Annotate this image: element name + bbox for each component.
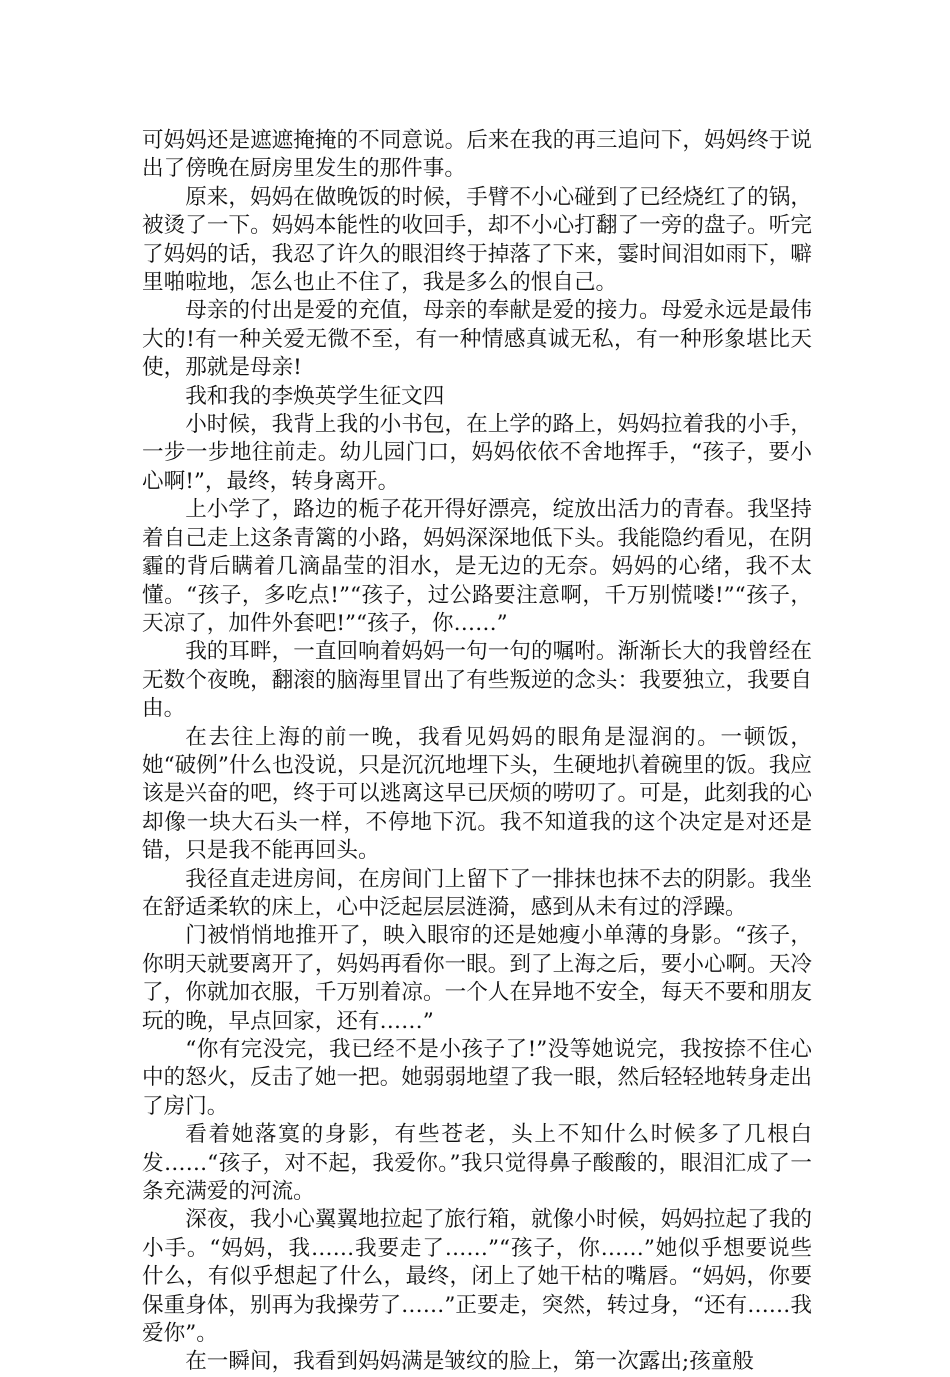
- paragraph: 我径直走进房间，在房间门上留下了一排抹也抹不去的阴影。我坐在舒适柔软的床上，心中泛起层层涟漪，感到从未有过的浮躁。: [142, 866, 812, 920]
- paragraph: “你有完没完，我已经不是小孩子了!”没等她说完，我按捺不住心中的怒火，反击了她一把。她弱弱地望了我一眼，然后轻轻地转身走出了房门。: [142, 1037, 812, 1119]
- paragraph: 母亲的付出是爱的充值，母亲的奉献是爱的接力。母爱永远是最伟大的!有一种关爱无微不至，有一种情感真诚无私，有一种形象堪比天使，那就是母亲!: [142, 298, 812, 381]
- paragraph: 门被悄悄地推开了，映入眼帘的还是她瘦小单薄的身影。“孩子，你明天就要离开了，妈妈再看你一眼。到了上海之后，要小心啊。天冷了，你就加衣服，千万别着凉。一个人在异地不安全，每天不要和朋友玩的晚，早点回家，还有……”: [142, 923, 812, 1034]
- paragraph: 原来，妈妈在做晚饭的时候，手臂不小心碰到了已经烧红了的锅，被烫了一下。妈妈本能性的收回手，却不小心打翻了一旁的盘子。听完了妈妈的话，我忍了许久的眼泪终于掉落了下来，霎时间泪如雨下，噼里啪啦地，怎么也止不住了，我是多么的恨自己。: [142, 184, 812, 296]
- section-heading: 我和我的李焕英学生征文四: [185, 383, 445, 409]
- paragraph: 小时候，我背上我的小书包，在上学的路上，妈妈拉着我的小手，一步一步地往前走。幼儿园门口，妈妈依依不舍地挥手，“孩子，要小心啊!”，最终，转身离开。: [142, 412, 812, 494]
- paragraph: 在去往上海的前一晚，我看见妈妈的眼角是湿润的。一顿饭，她“破例”什么也没说，只是沉沉地埋下头，生硬地扒着碗里的饭。我应该是兴奋的吧，终于可以逃离这早已厌烦的唠叨了。可是，此刻我的心却像一块大石头一样，不停地下沉。我不知道我的这个决定是对还是错，只是我不能再回头。: [142, 724, 812, 864]
- paragraph-continuation: 可妈妈还是遮遮掩掩的不同意说。后来在我的再三追问下，妈妈终于说出了傍晚在厨房里发生的那件事。: [142, 128, 812, 182]
- paragraph: 深夜，我小心翼翼地拉起了旅行箱，就像小时候，妈妈拉起了我的小手。“妈妈，我……我要走了……”“孩子，你……”她似乎想要说些什么，有似乎想起了什么，最终，闭上了她干枯的嘴唇。“妈妈，你要保重身体，别再为我操劳了……”正要走，突然，转过身，“还有……我爱你”。: [142, 1207, 812, 1347]
- paragraph: 我的耳畔，一直回响着妈妈一句一句的嘱咐。渐渐长大的我曾经在无数个夜晚，翻滚的脑海里冒出了有些叛逆的念头：我要独立，我要自由。: [142, 639, 812, 722]
- article-body: [142, 127, 812, 1377]
- paragraph: 在一瞬间，我看到妈妈满是皱纹的脸上，第一次露出;孩童般: [185, 1349, 754, 1375]
- paragraph: 上小学了，路边的栀子花开得好漂亮，绽放出活力的青春。我坚持着自己走上这条青篱的小路，妈妈深深地低下头。我能隐约看见，在阴霾的背后瞒着几滴晶莹的泪水，是无边的无奈。妈妈的心绪，我不太懂。“孩子，多吃点!”“孩子，过公路要注意啊，千万别慌喽!”“孩子，天凉了，加件外套吧!”“孩子，你……”: [142, 497, 812, 636]
- paragraph: 看着她落寞的身影，有些苍老，头上不知什么时候多了几根白发……“孩子，对不起，我爱你。”我只觉得鼻子酸酸的，眼泪汇成了一条充满爱的河流。: [142, 1122, 812, 1205]
